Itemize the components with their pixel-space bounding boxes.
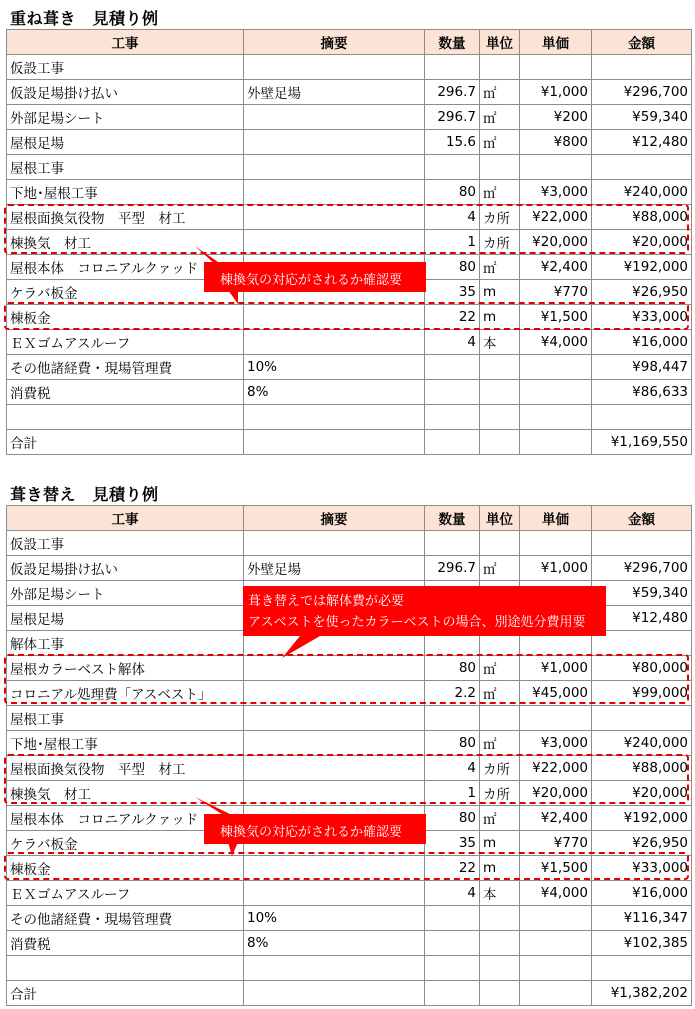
cell-price: ¥22,000 xyxy=(520,205,592,230)
cell-price: ¥800 xyxy=(520,130,592,155)
cell-work: ケラバ板金 xyxy=(7,831,244,856)
cell-amount: ¥20,000 xyxy=(592,781,692,806)
cell-work: 下地･屋根工事 xyxy=(7,180,244,205)
cell-work: その他諸経費・現場管理費 xyxy=(7,355,244,380)
cell-unit: ㎡ xyxy=(480,731,520,756)
cell-amount: ¥20,000 xyxy=(592,230,692,255)
cell-price: ¥1,000 xyxy=(520,556,592,581)
cell-price: ¥4,000 xyxy=(520,881,592,906)
header-qty: 数量 xyxy=(425,506,480,531)
cell-unit: ㎡ xyxy=(480,80,520,105)
cell-amount: ¥33,000 xyxy=(592,856,692,881)
cell-unit: m xyxy=(480,305,520,330)
header-qty: 数量 xyxy=(425,30,480,55)
cell-unit: 本 xyxy=(480,881,520,906)
cell-work: 棟板金 xyxy=(7,305,244,330)
callout-pointer xyxy=(228,290,238,304)
cell-amount: ¥16,000 xyxy=(592,881,692,906)
cell-qty: 4 xyxy=(425,881,480,906)
cell-note: 10% xyxy=(244,906,425,931)
callout-vent-check xyxy=(204,814,426,844)
cell-price: ¥1,500 xyxy=(520,856,592,881)
cell-work: ケラバ板金 xyxy=(7,280,244,305)
cell-work: 屋根工事 xyxy=(7,155,244,180)
cell-work: 屋根本体 コロニアルクァッド xyxy=(7,806,244,831)
callout-pointer xyxy=(282,636,320,658)
cell-work: 仮設足場掛け払い xyxy=(7,80,244,105)
cell-work: 屋根カラーベスト解体 xyxy=(7,656,244,681)
cell-work: 合計 xyxy=(7,430,244,455)
cell-work: 解体工事 xyxy=(7,631,244,656)
cell-qty: 80 xyxy=(425,255,480,280)
callout-pointer xyxy=(228,842,238,856)
cell-unit: ㎡ xyxy=(480,556,520,581)
header-unit: 単位 xyxy=(480,506,520,531)
cell-amount: ¥12,480 xyxy=(592,606,692,631)
callout-text-line-1: 葺き替えでは解体費が必要 xyxy=(248,594,405,609)
cell-amount: ¥26,950 xyxy=(592,831,692,856)
cell-price: ¥3,000 xyxy=(520,180,592,205)
cell-unit: カ所 xyxy=(480,230,520,255)
cell-qty: 4 xyxy=(425,205,480,230)
cell-work: 棟板金 xyxy=(7,856,244,881)
cell-price: ¥3,000 xyxy=(520,731,592,756)
cell-price: ¥20,000 xyxy=(520,230,592,255)
cell-work: 外部足場シート xyxy=(7,105,244,130)
callout-text: 棟換気の対応がされるか確認要 xyxy=(220,273,403,288)
callout-text: 棟換気の対応がされるか確認要 xyxy=(220,825,403,840)
header-note: 摘要 xyxy=(244,506,425,531)
cell-amount: ¥88,000 xyxy=(592,205,692,230)
cell-price: ¥770 xyxy=(520,280,592,305)
header-amount: 金額 xyxy=(592,506,692,531)
callout-text-line-2: アスベストを使ったカラーベストの場合、別途処分費用要 xyxy=(248,615,586,630)
cell-work: その他諸経費・現場管理費 xyxy=(7,906,244,931)
header-work: 工事 xyxy=(7,30,244,55)
cell-unit: カ所 xyxy=(480,781,520,806)
cell-qty: 2.2 xyxy=(425,681,480,706)
cell-qty: 15.6 xyxy=(425,130,480,155)
cell-price: ¥200 xyxy=(520,105,592,130)
header-work: 工事 xyxy=(7,506,244,531)
cell-price: ¥1,500 xyxy=(520,305,592,330)
cell-qty: 80 xyxy=(425,731,480,756)
cell-qty: 80 xyxy=(425,656,480,681)
cell-qty: 1 xyxy=(425,230,480,255)
cell-qty: 22 xyxy=(425,856,480,881)
cell-price: ¥2,400 xyxy=(520,806,592,831)
cell-work: 屋根足場 xyxy=(7,606,244,631)
cell-amount: ¥1,169,550 xyxy=(592,430,692,455)
cell-amount: ¥86,633 xyxy=(592,380,692,405)
cell-amount: ¥12,480 xyxy=(592,130,692,155)
cell-qty: 80 xyxy=(425,180,480,205)
cell-amount: ¥80,000 xyxy=(592,656,692,681)
cell-amount: ¥1,382,202 xyxy=(592,981,692,1006)
cell-price: ¥22,000 xyxy=(520,756,592,781)
cell-amount: ¥99,000 xyxy=(592,681,692,706)
header-price: 単価 xyxy=(520,506,592,531)
header-amount: 金額 xyxy=(592,30,692,55)
cell-qty: 4 xyxy=(425,756,480,781)
cell-unit: ㎡ xyxy=(480,656,520,681)
cell-work: 外部足場シート xyxy=(7,581,244,606)
cell-unit: カ所 xyxy=(480,205,520,230)
cell-qty: 1 xyxy=(425,781,480,806)
cell-amount: ¥116,347 xyxy=(592,906,692,931)
cell-qty: 22 xyxy=(425,305,480,330)
cell-amount: ¥98,447 xyxy=(592,355,692,380)
cell-amount: ¥88,000 xyxy=(592,756,692,781)
cell-qty: 296.7 xyxy=(425,105,480,130)
cell-qty: 296.7 xyxy=(425,556,480,581)
estimate-1-title: 重ね葺き 見積り例 xyxy=(10,9,159,28)
cell-price: ¥770 xyxy=(520,831,592,856)
cell-unit: カ所 xyxy=(480,756,520,781)
cell-work: 屋根本体 コロニアルクァッド xyxy=(7,255,244,280)
cell-note: 8% xyxy=(244,931,425,956)
cell-price: ¥1,000 xyxy=(520,80,592,105)
cell-note: 外壁足場 xyxy=(244,556,425,581)
header-note: 摘要 xyxy=(244,30,425,55)
cell-amount: ¥296,700 xyxy=(592,80,692,105)
cell-work: 棟換気 材工 xyxy=(7,230,244,255)
cell-work: 仮設足場掛け払い xyxy=(7,556,244,581)
cell-work: 屋根足場 xyxy=(7,130,244,155)
cell-unit: m xyxy=(480,831,520,856)
cell-price: ¥4,000 xyxy=(520,330,592,355)
cell-amount: ¥59,340 xyxy=(592,581,692,606)
cell-note: 10% xyxy=(244,355,425,380)
header-unit: 単位 xyxy=(480,30,520,55)
cell-amount: ¥240,000 xyxy=(592,731,692,756)
callout-demolition-cost xyxy=(243,586,606,636)
cell-note: 8% xyxy=(244,380,425,405)
cell-unit: ㎡ xyxy=(480,105,520,130)
cell-work: 消費税 xyxy=(7,380,244,405)
cell-note: 外壁足場 xyxy=(244,80,425,105)
cell-work: ＥＸゴムアスルーフ xyxy=(7,881,244,906)
cell-amount: ¥102,385 xyxy=(592,931,692,956)
cell-amount: ¥33,000 xyxy=(592,305,692,330)
cell-unit: ㎡ xyxy=(480,255,520,280)
cell-qty: 296.7 xyxy=(425,80,480,105)
cell-amount: ¥16,000 xyxy=(592,330,692,355)
cell-price: ¥45,000 xyxy=(520,681,592,706)
cell-unit: m xyxy=(480,856,520,881)
cell-work: 棟換気 材工 xyxy=(7,781,244,806)
cell-price: ¥1,000 xyxy=(520,656,592,681)
cell-unit: 本 xyxy=(480,330,520,355)
header-price: 単価 xyxy=(520,30,592,55)
cell-unit: ㎡ xyxy=(480,130,520,155)
callout-vent-check xyxy=(204,262,426,292)
cell-amount: ¥240,000 xyxy=(592,180,692,205)
cell-work: 仮設工事 xyxy=(7,531,244,556)
cell-work: 合計 xyxy=(7,981,244,1006)
cell-work: 仮設工事 xyxy=(7,55,244,80)
cell-amount: ¥59,340 xyxy=(592,105,692,130)
cell-unit: ㎡ xyxy=(480,806,520,831)
cell-work: ＥＸゴムアスルーフ xyxy=(7,330,244,355)
cell-qty: 80 xyxy=(425,806,480,831)
estimate-2-title: 葺き替え 見積り例 xyxy=(10,485,159,504)
cell-amount: ¥192,000 xyxy=(592,806,692,831)
cell-unit: ㎡ xyxy=(480,180,520,205)
cell-work: 屋根工事 xyxy=(7,706,244,731)
cell-unit: ㎡ xyxy=(480,681,520,706)
cell-amount: ¥192,000 xyxy=(592,255,692,280)
cell-qty: 4 xyxy=(425,330,480,355)
cell-work: コロニアル処理費「アスベスト」 xyxy=(7,681,244,706)
cell-amount: ¥26,950 xyxy=(592,280,692,305)
cell-amount: ¥296,700 xyxy=(592,556,692,581)
cell-work: 屋根面換気役物 平型 材工 xyxy=(7,205,244,230)
cell-price: ¥20,000 xyxy=(520,781,592,806)
cell-work: 屋根面換気役物 平型 材工 xyxy=(7,756,244,781)
cell-qty: 35 xyxy=(425,831,480,856)
cell-work: 消費税 xyxy=(7,931,244,956)
cell-unit: m xyxy=(480,280,520,305)
cell-work: 下地･屋根工事 xyxy=(7,731,244,756)
cell-price: ¥2,400 xyxy=(520,255,592,280)
cell-qty: 35 xyxy=(425,280,480,305)
